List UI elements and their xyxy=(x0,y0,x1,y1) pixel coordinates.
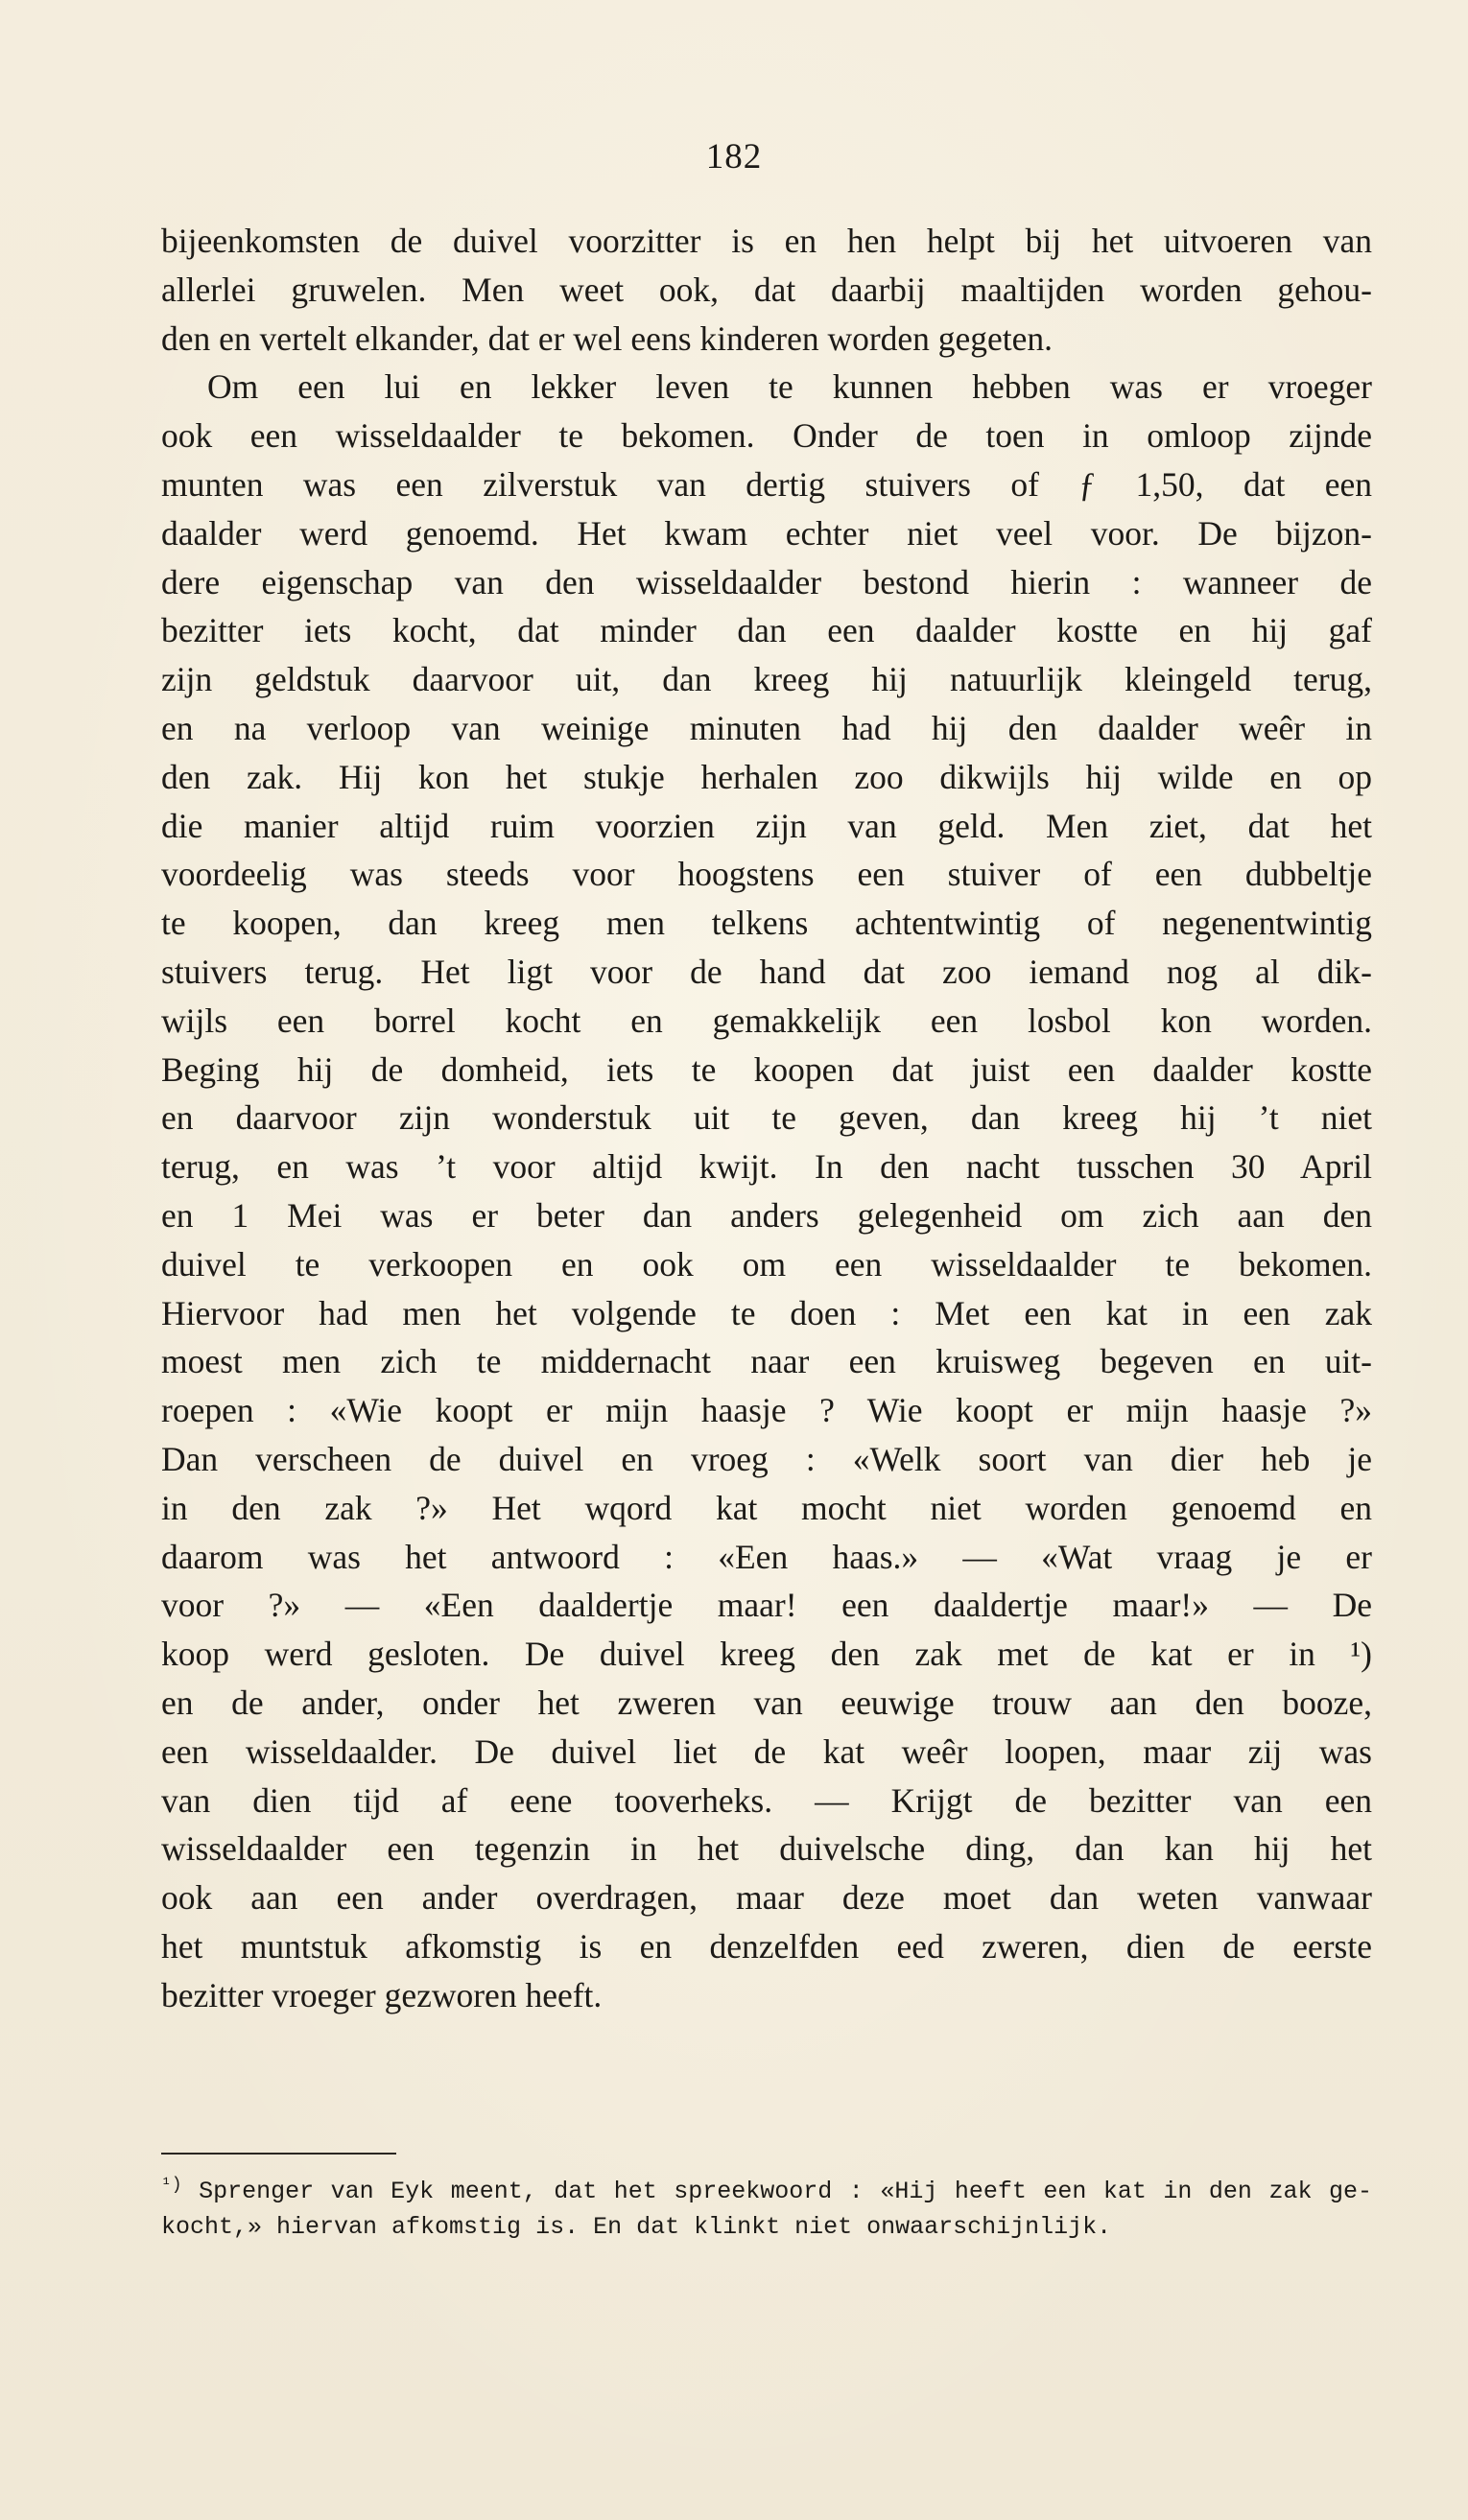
text-line: het muntstuk afkomstig is en denzelfden eed zweren, dien de eerste xyxy=(161,1926,1372,1966)
text-line: zijn geldstuk daarvoor uit, dan kreeg hij natuurlijk kleingeld terug, xyxy=(161,660,1372,699)
text-line: Dan verscheen de duivel en vroeg : «Welk soort van dier heb je xyxy=(161,1439,1372,1478)
text-line: stuivers terug. Het ligt voor de hand dat zoo iemand nog al dik- xyxy=(161,952,1372,991)
text-line: te koopen, dan kreeg men telkens achtentwintig of negenentwintig xyxy=(161,904,1372,943)
text-line: en daarvoor zijn wonderstuk uit te geven, dan kreeg hij ’t niet xyxy=(161,1098,1372,1138)
text-line: duivel te verkoopen en ook om een wisseldaalder te bekomen. xyxy=(161,1244,1372,1284)
text-line: moest men zich te middernacht naar een kruisweg begeven en uit- xyxy=(161,1342,1372,1381)
body-text xyxy=(161,217,1372,2019)
text-line: wijls een borrel kocht en gemakkelijk een losbol kon worden. xyxy=(161,1001,1372,1040)
text-line: en 1 Mei was er beter dan anders gelegenheid om zich aan den xyxy=(161,1195,1372,1235)
text-line: den zak. Hij kon het stukje herhalen zoo dikwijls hij wilde en op xyxy=(161,757,1372,796)
text-line: en de ander, onder het zweren van eeuwige trouw aan den booze, xyxy=(161,1683,1372,1722)
text-line: munten was een zilverstuk van dertig stuivers of ƒ 1,50, dat een xyxy=(161,464,1372,504)
text-line: den en vertelt elkander, dat er wel eens kinderen worden gegeten. xyxy=(161,318,1054,358)
footnote-divider xyxy=(161,2153,396,2155)
text-line: van dien tijd af eene tooverheks. — Krijgt de bezitter van een xyxy=(161,1780,1372,1820)
text-line: die manier altijd ruim voorzien zijn van geld. Men ziet, dat het xyxy=(161,806,1372,845)
text-line: voordeelig was steeds voor hoogstens een stuiver of een dubbeltje xyxy=(161,855,1372,894)
text-line: dere eigenschap van den wisseldaalder bestond hierin : wanneer de xyxy=(161,562,1372,601)
footnote-line: kocht,» hiervan afkomstig is. En dat klinkt niet onwaarschijnlijk. xyxy=(161,2213,1112,2241)
text-line: Om een lui en lekker leven te kunnen hebben was er vroeger xyxy=(207,367,1372,407)
text-line: terug, en was ’t voor altijd kwijt. In den nacht tusschen 30 April xyxy=(161,1147,1372,1187)
text-line: en na verloop van weinige minuten had hij den daalder weêr in xyxy=(161,708,1372,747)
text-line: koop werd gesloten. De duivel kreeg den zak met de kat er in ¹) xyxy=(161,1635,1372,1674)
footnote-text: Sprenger van Eyk meent, dat het spreekwoord : «Hij heeft een kat in den zak ge- xyxy=(199,2178,1372,2205)
text-line: in den zak ?» Het wqord kat mocht niet worden genoemd en xyxy=(161,1488,1372,1527)
text-line: Hiervoor had men het volgende te doen : Met een kat in een zak xyxy=(161,1293,1372,1332)
text-line: voor ?» — «Een daaldertje maar! een daaldertje maar!» — De xyxy=(161,1586,1372,1625)
text-line: Beging hij de domheid, iets te koopen dat juist een daalder kostte xyxy=(161,1049,1372,1089)
text-line: bezitter iets kocht, dat minder dan een daalder kostte en hij gaf xyxy=(161,611,1372,650)
text-line: daalder werd genoemd. Het kwam echter niet veel voor. De bijzon- xyxy=(161,513,1372,553)
footnote xyxy=(161,2164,1372,2249)
text-line: allerlei gruwelen. Men weet ook, dat daarbij maaltijden worden gehou- xyxy=(161,270,1372,309)
text-line: ook aan een ander overdragen, maar deze moet dan weten vanwaar xyxy=(161,1878,1372,1918)
text-line: daarom was het antwoord : «Een haas.» — «Wat vraag je er xyxy=(161,1537,1372,1576)
text-line: bezitter vroeger gezworen heeft. xyxy=(161,1975,603,2014)
footnote-line xyxy=(161,2164,1372,2206)
page-number: 182 xyxy=(705,137,763,177)
text-line: wisseldaalder een tegenzin in het duivelsche ding, dan kan hij het xyxy=(161,1829,1372,1869)
text-line: bijeenkomsten de duivel voorzitter is en hen helpt bij het uitvoeren van xyxy=(161,222,1372,260)
text-line: een wisseldaalder. De duivel liet de kat weêr loopen, maar zij was xyxy=(161,1731,1372,1771)
footnote-marker: ¹) xyxy=(161,2176,182,2195)
text-line: ook een wisseldaalder te bekomen. Onder de toen in omloop zijnde xyxy=(161,416,1372,456)
text-line: roepen : «Wie koopt er mijn haasje ? Wie koopt er mijn haasje ?» xyxy=(161,1391,1372,1430)
